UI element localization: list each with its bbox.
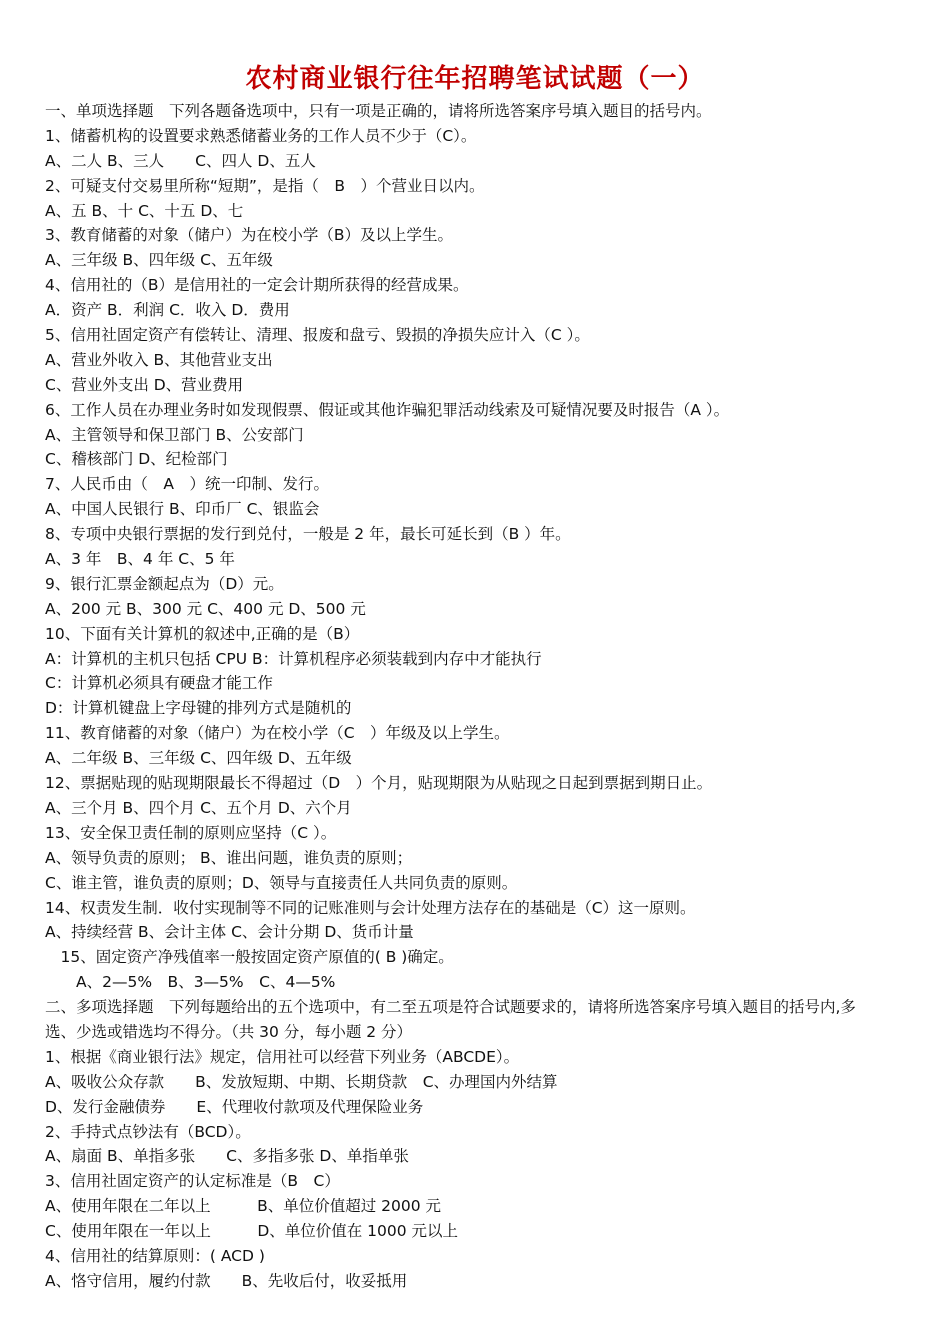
text-line: 选、少选或错选均不得分。（共 30 分，每小题 2 分）	[45, 1022, 413, 1041]
text-line: A、二人 B、三人 C、四人 D、五人	[45, 151, 316, 170]
text-line: A、恪守信用，履约付款 B、先收后付，收妥抵用	[45, 1271, 408, 1290]
text-line: 12、票据贴现的贴现期限最长不得超过（D ）个月，贴现期限为从贴现之日起到票据到期日止。	[45, 774, 713, 793]
text-line: 3、教育储蓄的对象（储户）为在校小学（B）及以上学生。	[45, 226, 453, 245]
text-line: A、五 B、十 C、十五 D、七	[45, 201, 244, 220]
text-line: 二、多项选择题 下列每题给出的五个选项中，有二至五项是符合试题要求的，请将所选答案序号填入题目的括号内,多	[45, 998, 856, 1017]
text-line: A、200 元 B、300 元 C、400 元 D、500 元	[45, 599, 366, 618]
text-line: A、中国人民银行 B、印币厂 C、银监会	[45, 500, 320, 519]
text-line: C、稽核部门 D、纪检部门	[45, 450, 228, 469]
text-line: A：计算机的主机只包括 CPU B：计算机程序必须装载到内存中才能执行	[45, 649, 542, 668]
document-title: 农村商业银行往年招聘笔试试题（一）	[245, 64, 705, 94]
text-line: A、二年级 B、三年级 C、四年级 D、五年级	[45, 749, 352, 768]
text-line: 11、教育储蓄的对象（储户）为在校小学（C ）年级及以上学生。	[45, 724, 510, 743]
text-line: 14、权责发生制．收付实现制等不同的记账准则与会计处理方法存在的基础是（C）这一原则。	[45, 898, 696, 917]
document-body	[45, 99, 915, 1294]
text-line: C、使用年限在一年以上 D、单位价值在 1000 元以上	[45, 1222, 459, 1241]
text-line: 6、工作人员在办理业务时如发现假票、假证或其他诈骗犯罪活动线索及可疑情况要及时报告（A ）。	[45, 400, 730, 419]
text-line: 5、信用社固定资产有偿转让、清理、报废和盘亏、毁损的净损失应计入（C ）。	[45, 326, 590, 345]
text-line: A、领导负责的原则； B、谁出问题，谁负责的原则；	[45, 848, 413, 867]
text-line: A．资产 B．利润 C．收入 D．费用	[45, 301, 290, 320]
text-line: A、使用年限在二年以上 B、单位价值超过 2000 元	[45, 1197, 442, 1216]
text-line: 2、手持式点钞法有（BCD）。	[45, 1122, 251, 1141]
text-line: 15、固定资产净残值率一般按固定资产原值的( B )确定。	[45, 948, 454, 967]
text-line: 10、下面有关计算机的叙述中,正确的是（B）	[45, 624, 360, 643]
text-line: 1、储蓄机构的设置要求熟悉储蓄业务的工作人员不少于（C）。	[45, 126, 477, 145]
text-line: A、持续经营 B、会计主体 C、会计分期 D、货币计量	[45, 923, 414, 942]
text-line: 4、信用社的结算原则：( ACD )	[45, 1246, 265, 1265]
text-line: A、3 年 B、4 年 C、5 年	[45, 550, 235, 569]
text-line: C、谁主管，谁负责的原则；D、领导与直接责任人共同负责的原则。	[45, 873, 518, 892]
text-line: C：计算机必须具有硬盘才能工作	[45, 674, 273, 693]
text-line: 13、安全保卫责任制的原则应坚持（C ）。	[45, 823, 337, 842]
text-line: 8、专项中央银行票据的发行到兑付，一般是 2 年，最长可延长到（B ）年。	[45, 525, 571, 544]
text-line: 一、单项选择题 下列各题备选项中，只有一项是正确的，请将所选答案序号填入题目的括号内。	[45, 102, 712, 120]
text-line: D、发行金融债券 E、代理收付款项及代理保险业务	[45, 1097, 424, 1116]
text-line: 9、银行汇票金额起点为（D）元。	[45, 574, 284, 593]
text-line: A、营业外收入 B、其他营业支出	[45, 350, 273, 369]
text-line: D：计算机键盘上字母键的排列方式是随机的	[45, 699, 352, 718]
text-line: C、营业外支出 D、营业费用	[45, 375, 244, 394]
text-line: 2、可疑支付交易里所称“短期”，是指（ B ）个营业日以内。	[45, 176, 485, 195]
text-line: A、主管领导和保卫部门 B、公安部门	[45, 425, 304, 444]
text-line: A、2—5% B、3—5% C、4—5%	[45, 973, 336, 992]
text-line: A、三个月 B、四个月 C、五个月 D、六个月	[45, 798, 352, 817]
text-line: A、三年级 B、四年级 C、五年级	[45, 251, 273, 270]
text-line: A、扇面 B、单指多张 C、多指多张 D、单指单张	[45, 1147, 409, 1166]
text-line: 3、信用社固定资产的认定标准是（B C）	[45, 1172, 340, 1191]
text-line: 4、信用社的（B）是信用社的一定会计期所获得的经营成果。	[45, 276, 469, 295]
text-line: A、吸收公众存款 B、发放短期、中期、长期贷款 C、办理国内外结算	[45, 1072, 558, 1091]
text-line: 7、人民币由（ A ）统一印制、发行。	[45, 475, 329, 494]
text-line: 1、根据《商业银行法》规定，信用社可以经营下列业务（ABCDE）。	[45, 1047, 520, 1066]
